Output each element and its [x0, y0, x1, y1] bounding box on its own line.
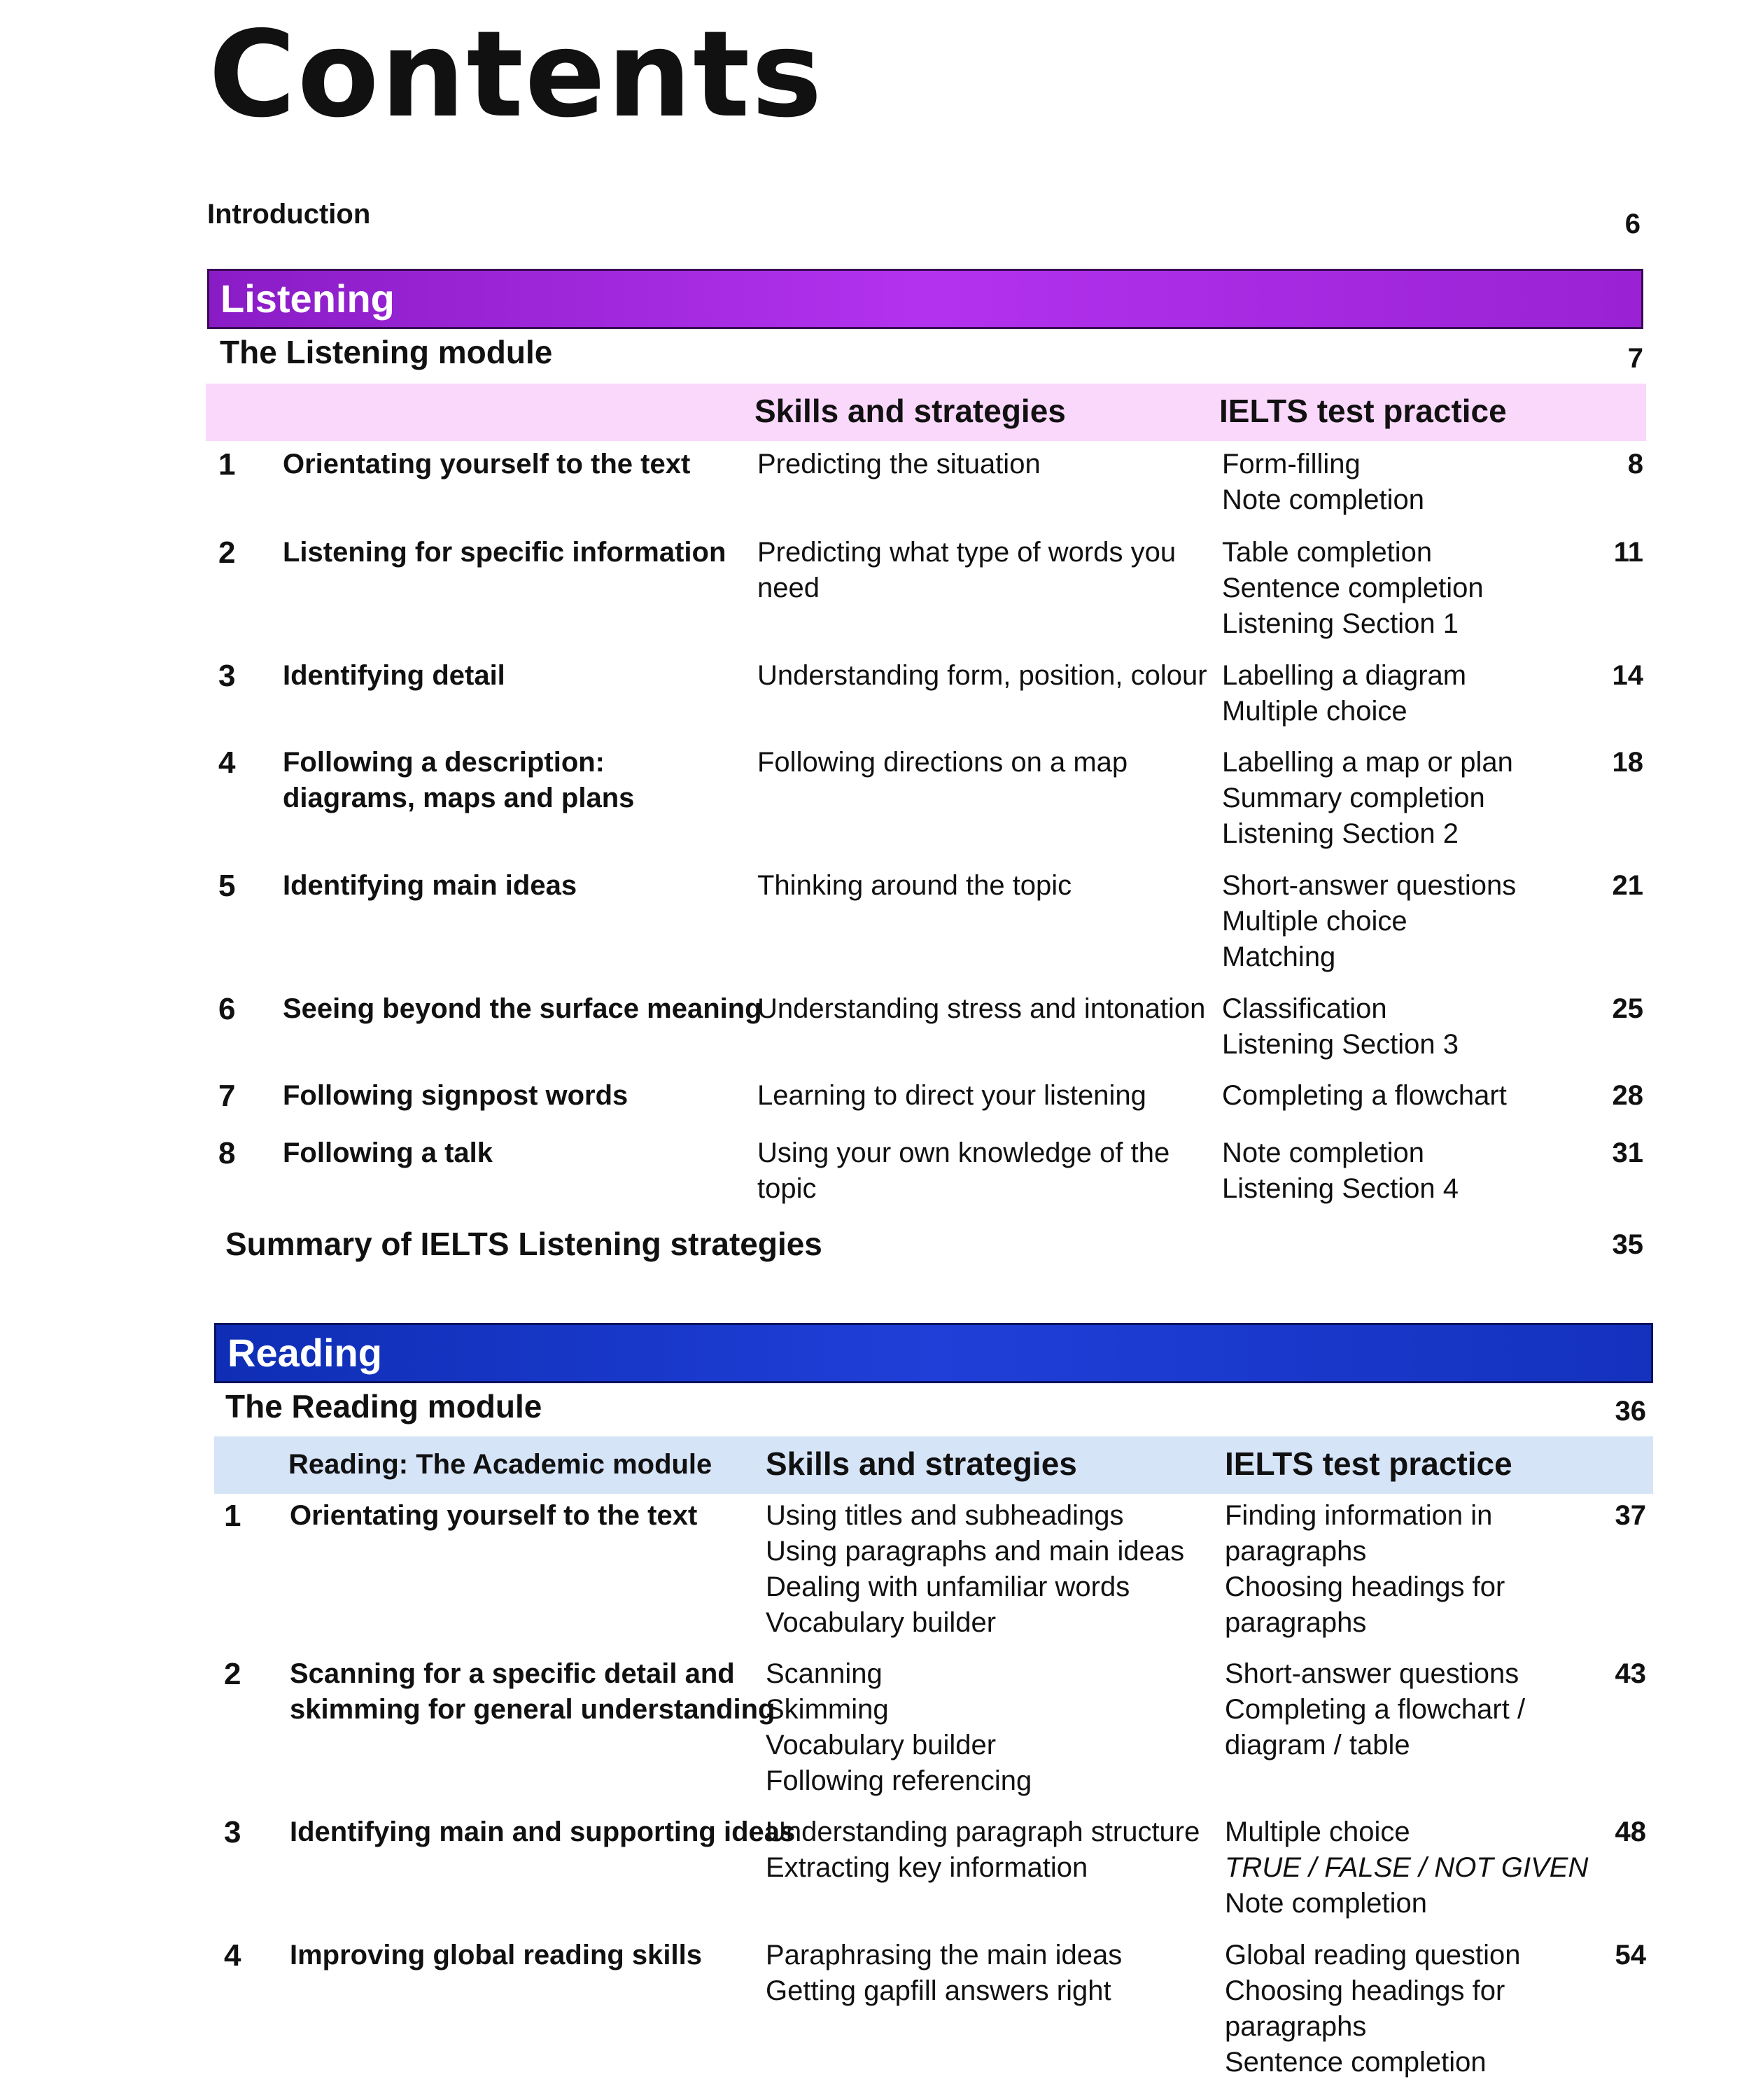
listening-unit-skills	[757, 658, 1207, 694]
listening-unit-page: 11	[1613, 537, 1643, 568]
listening-module-page: 7	[1627, 343, 1643, 374]
reading-practice-line: diagram / table	[1225, 1730, 1410, 1760]
listening-practice-line: Labelling a map or plan	[1222, 747, 1513, 778]
reading-topic-line: Improving global reading skills	[290, 1940, 703, 1970]
reading-module-title[interactable]: The Reading module	[225, 1388, 542, 1424]
reading-column-header	[214, 1436, 1653, 1494]
listening-practice-line: Listening Section 2	[1222, 818, 1459, 849]
listening-unit-page: 14	[1612, 660, 1643, 691]
listening-unit-number: 7	[218, 1079, 236, 1113]
listening-practice-line: Listening Section 1	[1222, 608, 1459, 639]
listening-unit-practice	[1222, 1078, 1507, 1114]
listening-topic-line: Listening for specific information	[283, 537, 726, 568]
reading-skills-line: Extracting key information	[766, 1852, 1088, 1883]
reading-unit-skills	[766, 1814, 1200, 1886]
reading-col-skills: Skills and strategies	[766, 1446, 1077, 1482]
listening-unit-practice	[1222, 1135, 1459, 1207]
listening-unit-practice	[1222, 991, 1459, 1063]
listening-topic-line: Following a talk	[283, 1138, 493, 1168]
reading-unit-page: 54	[1615, 1940, 1646, 1970]
reading-skills-line: Vocabulary builder	[766, 1607, 997, 1638]
reading-practice-line: Choosing headings for	[1225, 1572, 1505, 1602]
listening-skills-line: Thinking around the topic	[757, 870, 1072, 901]
listening-unit-number: 6	[218, 992, 236, 1026]
page-title: Contents	[209, 6, 824, 144]
listening-unit-number: 4	[218, 746, 236, 780]
reading-col-module: Reading: The Academic module	[288, 1449, 712, 1480]
reading-practice-line: Choosing headings for	[1225, 1975, 1505, 2006]
reading-topic-line: Identifying main and supporting ideas	[290, 1816, 796, 1847]
listening-unit-practice	[1222, 868, 1516, 975]
listening-unit-topic	[283, 535, 726, 570]
reading-practice-line: Multiple choice	[1225, 1816, 1410, 1847]
reading-practice-line: TRUE / FALSE / NOT GIVEN	[1225, 1852, 1589, 1883]
listening-unit-page: 21	[1612, 870, 1643, 901]
listening-module-title[interactable]: The Listening module	[220, 334, 553, 370]
listening-unit-number: 2	[218, 536, 236, 570]
listening-skills-line: Predicting what type of words you	[757, 537, 1176, 568]
listening-skills-line: need	[757, 573, 820, 603]
listening-practice-line: Note completion	[1222, 1138, 1425, 1168]
reading-unit-topic	[290, 1938, 702, 1973]
reading-skills-line: Vocabulary builder	[766, 1730, 997, 1760]
reading-practice-line: paragraphs	[1225, 1607, 1367, 1638]
listening-section-header: Listening	[207, 269, 1643, 329]
listening-skills-line: Following directions on a map	[757, 747, 1128, 778]
reading-unit-topic	[290, 1656, 775, 1728]
listening-skills-line: Using your own knowledge of the	[757, 1138, 1170, 1168]
listening-topic-line: Following a description:	[283, 747, 605, 778]
listening-unit-page: 31	[1612, 1138, 1643, 1168]
reading-unit-skills	[766, 1656, 1032, 1799]
reading-topic-line: skimming for general understanding	[290, 1694, 775, 1725]
listening-practice-line: Completing a flowchart	[1222, 1080, 1507, 1111]
reading-skills-line: Scanning	[766, 1658, 883, 1689]
listening-unit-skills	[757, 745, 1128, 780]
reading-section-header: Reading	[214, 1323, 1653, 1383]
reading-unit-number: 4	[224, 1938, 241, 1973]
reading-unit-practice	[1225, 1938, 1521, 2080]
reading-practice-line: Finding information in	[1225, 1500, 1493, 1531]
listening-unit-skills	[757, 447, 1041, 482]
listening-unit-topic	[283, 447, 690, 482]
listening-topic-line: Orientating yourself to the text	[283, 449, 691, 479]
listening-unit-skills	[757, 868, 1072, 904]
introduction-page: 6	[1624, 209, 1641, 239]
listening-topic-line: Seeing beyond the surface meaning	[283, 993, 762, 1024]
listening-practice-line: Listening Section 4	[1222, 1173, 1459, 1204]
listening-unit-skills	[757, 991, 1205, 1027]
listening-unit-skills	[757, 1135, 1170, 1207]
listening-skills-line: topic	[757, 1173, 817, 1204]
listening-skills-line: Learning to direct your listening	[757, 1080, 1146, 1111]
reading-unit-page: 48	[1615, 1816, 1646, 1847]
listening-unit-topic	[283, 991, 762, 1027]
listening-unit-practice	[1222, 535, 1484, 642]
reading-unit-number: 1	[224, 1499, 241, 1533]
listening-unit-topic	[283, 868, 577, 904]
listening-practice-line: Form-filling	[1222, 449, 1361, 479]
listening-unit-practice	[1222, 745, 1513, 852]
listening-unit-skills	[757, 535, 1176, 606]
listening-skills-line: Understanding stress and intonation	[757, 993, 1206, 1024]
listening-unit-skills	[757, 1078, 1146, 1114]
listening-practice-line: Classification	[1222, 993, 1387, 1024]
reading-practice-line: Note completion	[1225, 1888, 1428, 1919]
reading-skills-line: Using titles and subheadings	[766, 1500, 1124, 1531]
reading-unit-skills	[766, 1938, 1122, 2009]
reading-skills-line: Using paragraphs and main ideas	[766, 1536, 1185, 1567]
reading-practice-line: Global reading question	[1225, 1940, 1521, 1970]
listening-unit-topic	[283, 745, 634, 816]
reading-topic-line: Orientating yourself to the text	[290, 1500, 698, 1531]
reading-unit-number: 2	[224, 1657, 241, 1691]
reading-unit-practice	[1225, 1656, 1525, 1763]
listening-practice-line: Short-answer questions	[1222, 870, 1517, 901]
reading-unit-topic	[290, 1498, 697, 1534]
reading-practice-line: Completing a flowchart /	[1225, 1694, 1526, 1725]
listening-col-practice: IELTS test practice	[1219, 393, 1507, 429]
listening-practice-line: Matching	[1222, 941, 1336, 972]
reading-practice-line: Sentence completion	[1225, 2047, 1487, 2078]
reading-skills-line: Dealing with unfamiliar words	[766, 1572, 1130, 1602]
listening-unit-number: 1	[218, 447, 236, 482]
reading-unit-practice	[1225, 1814, 1588, 1921]
reading-col-practice: IELTS test practice	[1225, 1446, 1512, 1482]
listening-unit-topic	[283, 1135, 493, 1171]
reading-skills-line: Paraphrasing the main ideas	[766, 1940, 1123, 1970]
listening-practice-line: Listening Section 3	[1222, 1029, 1459, 1060]
reading-unit-page: 43	[1615, 1658, 1646, 1689]
listening-practice-line: Table completion	[1222, 537, 1433, 568]
listening-topic-line: diagrams, maps and plans	[283, 783, 635, 813]
listening-practice-line: Multiple choice	[1222, 906, 1407, 937]
listening-topic-line: Identifying main ideas	[283, 870, 577, 901]
reading-skills-line: Skimming	[766, 1694, 889, 1725]
listening-skills-line: Predicting the situation	[757, 449, 1041, 479]
reading-module-page: 36	[1615, 1396, 1646, 1427]
listening-topic-line: Identifying detail	[283, 660, 505, 691]
listening-practice-line: Summary completion	[1222, 783, 1485, 813]
listening-col-skills: Skills and strategies	[754, 393, 1066, 429]
listening-summary-page: 35	[1612, 1229, 1643, 1260]
listening-unit-practice	[1222, 447, 1424, 518]
listening-unit-page: 28	[1612, 1080, 1643, 1111]
listening-unit-topic	[283, 658, 505, 694]
reading-skills-line: Following referencing	[766, 1765, 1032, 1796]
listening-practice-line: Labelling a diagram	[1222, 660, 1467, 691]
reading-skills-line: Understanding paragraph structure	[766, 1816, 1200, 1847]
listening-practice-line: Multiple choice	[1222, 696, 1407, 727]
reading-unit-number: 3	[224, 1815, 241, 1849]
listening-unit-page: 8	[1627, 449, 1643, 479]
listening-unit-number: 5	[218, 869, 236, 903]
listening-summary[interactable]: Summary of IELTS Listening strategies	[225, 1226, 822, 1262]
listening-skills-line: Understanding form, position, colour	[757, 660, 1207, 691]
reading-unit-skills	[766, 1498, 1184, 1641]
listening-column-header	[206, 384, 1646, 441]
listening-practice-line: Note completion	[1222, 484, 1425, 515]
reading-unit-page: 37	[1615, 1500, 1646, 1531]
reading-skills-line: Getting gapfill answers right	[766, 1975, 1111, 2006]
reading-unit-practice	[1225, 1498, 1505, 1641]
reading-practice-line: paragraphs	[1225, 1536, 1367, 1567]
listening-unit-number: 8	[218, 1136, 236, 1170]
listening-unit-page: 18	[1612, 747, 1643, 778]
listening-unit-number: 3	[218, 659, 236, 693]
listening-unit-practice	[1222, 658, 1466, 729]
listening-unit-page: 25	[1612, 993, 1643, 1024]
reading-unit-topic	[290, 1814, 795, 1850]
reading-practice-line: Short-answer questions	[1225, 1658, 1519, 1689]
reading-practice-line: paragraphs	[1225, 2011, 1367, 2042]
reading-topic-line: Scanning for a specific detail and	[290, 1658, 735, 1689]
listening-unit-topic	[283, 1078, 628, 1114]
listening-practice-line: Sentence completion	[1222, 573, 1484, 603]
introduction-label[interactable]: Introduction	[207, 199, 371, 230]
listening-topic-line: Following signpost words	[283, 1080, 628, 1111]
